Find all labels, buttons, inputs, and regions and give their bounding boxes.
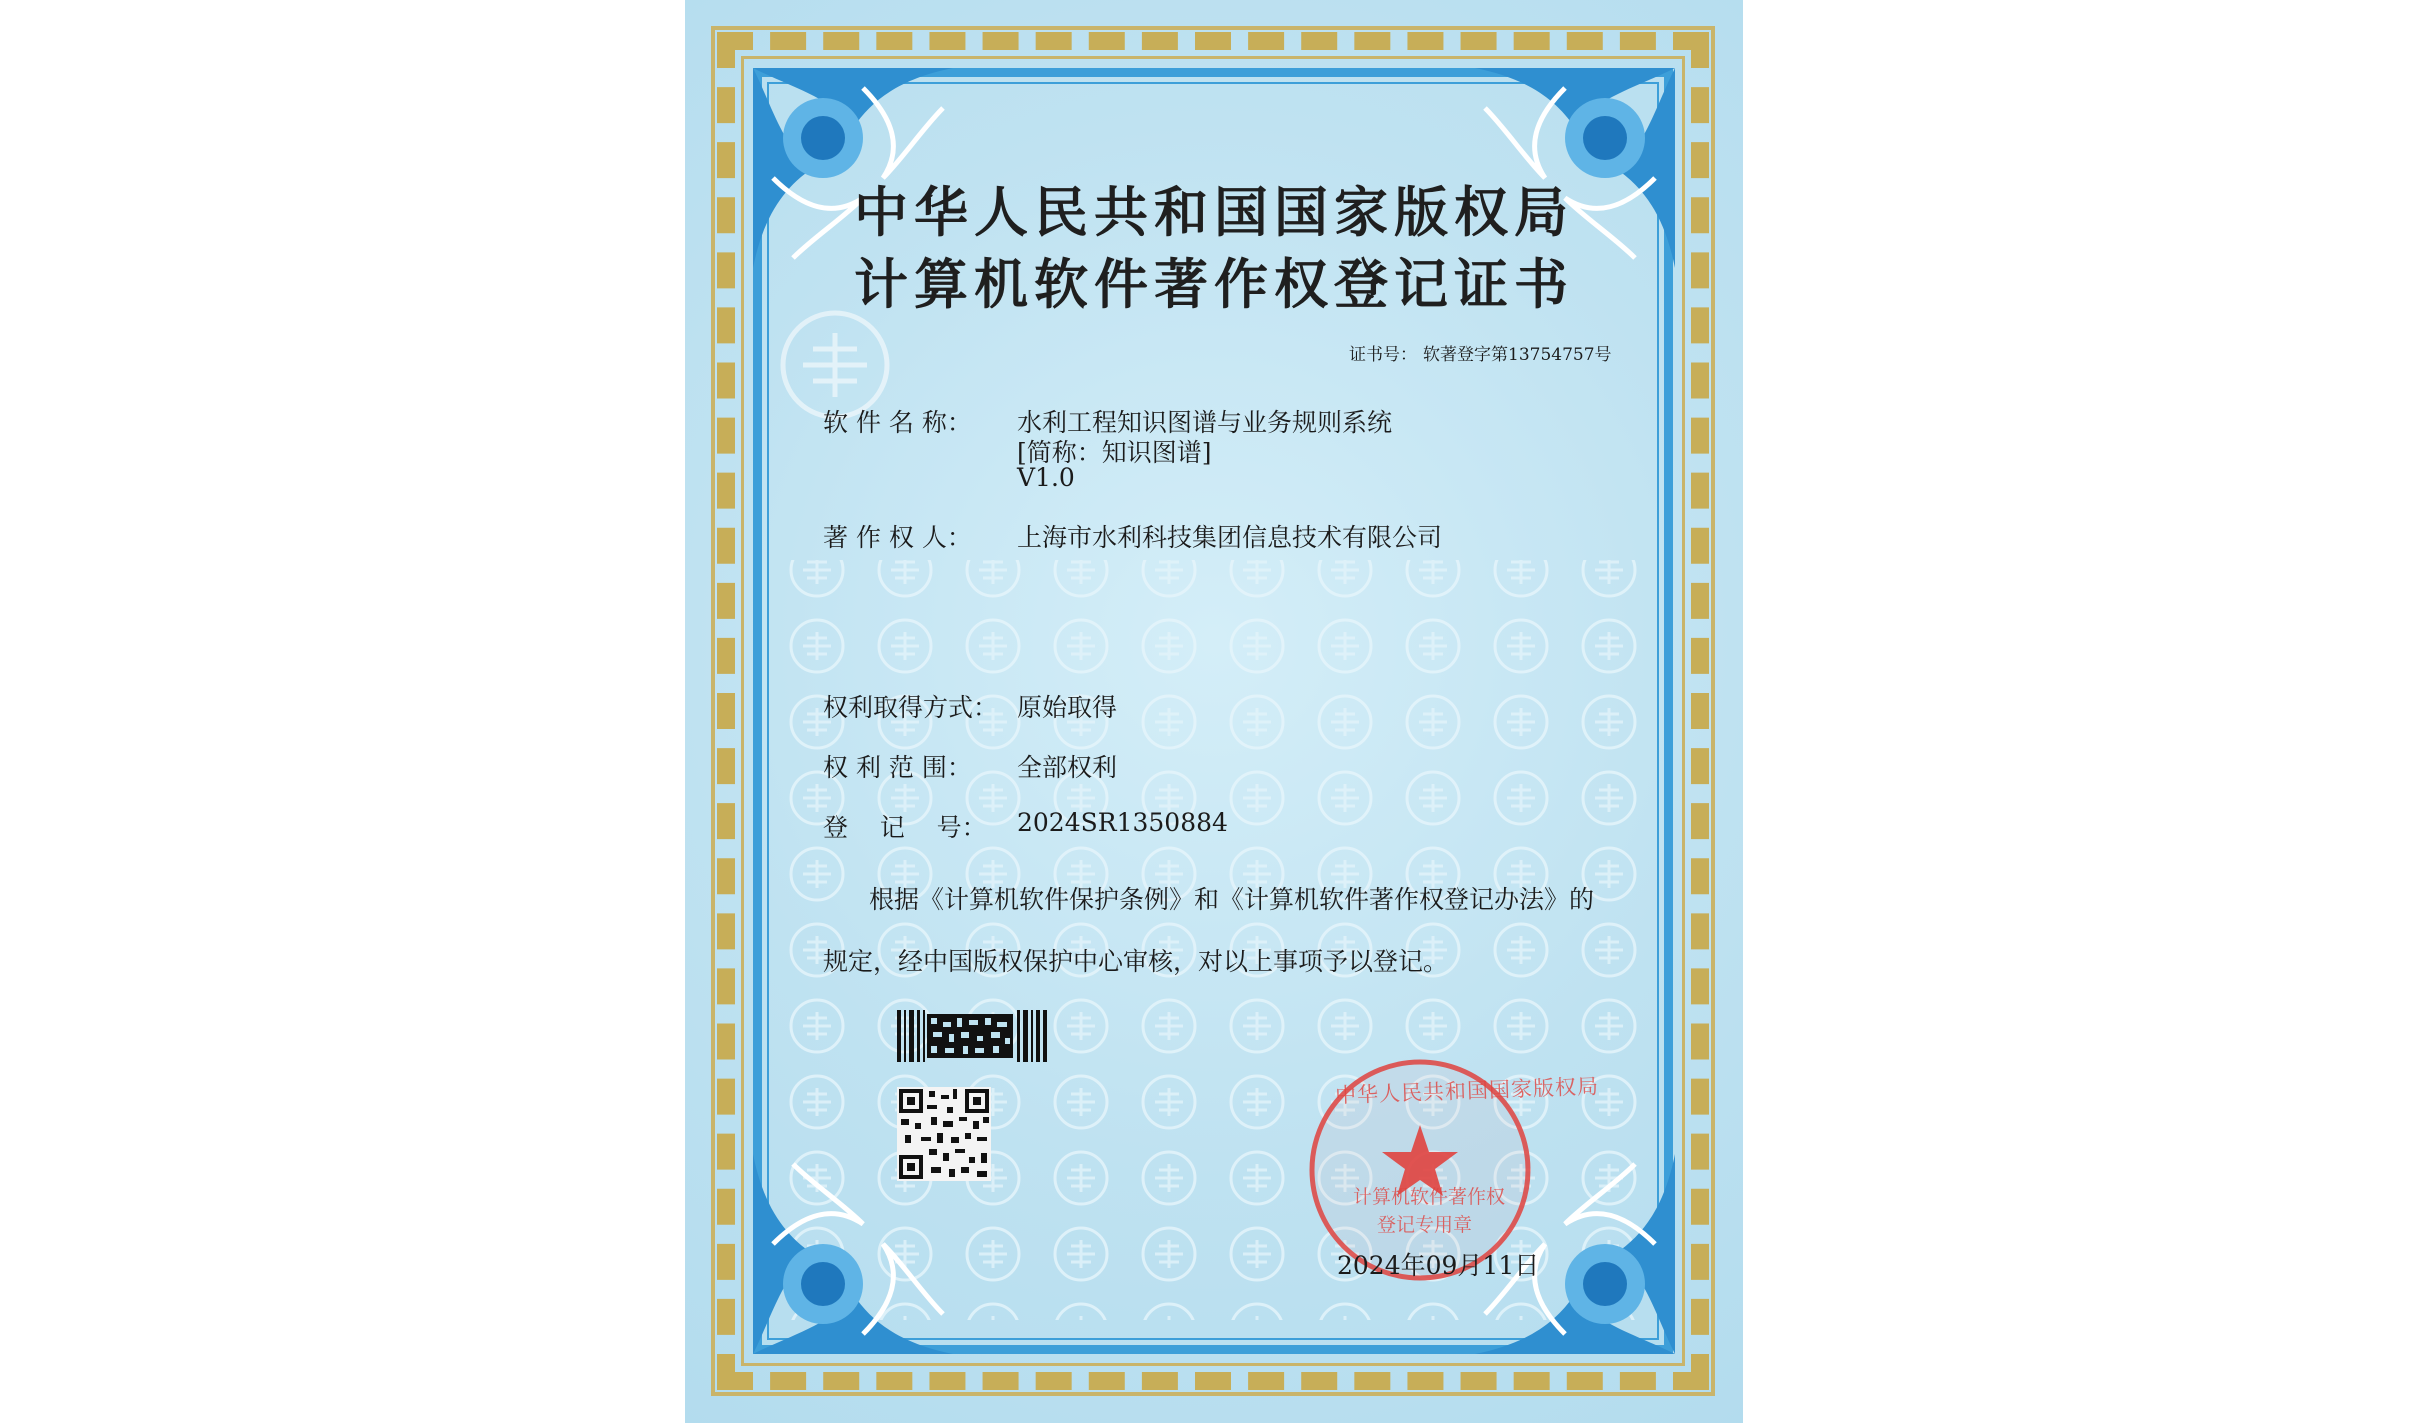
registration-number-label: 登 记 号： — [823, 813, 987, 842]
software-name-line-3: V1.0 — [1017, 463, 1075, 492]
software-name-line-2: [简称：知识图谱] — [1017, 438, 1212, 467]
owner-value: 上海市水利科技集团信息技术有限公司 — [1017, 523, 1443, 552]
corner-ornament-icon — [753, 1154, 953, 1354]
barcode-icon — [897, 1010, 1047, 1062]
seal-text-bottom: 登记专用章 — [1377, 1214, 1473, 1236]
acquire-method-value: 原始取得 — [1017, 693, 1118, 722]
body-text-line-1: 根据《计算机软件保护条例》和《计算机软件著作权登记办法》的 — [869, 885, 1595, 914]
body-text-line-2: 规定，经中国版权保护中心审核，对以上事项予以登记。 — [823, 947, 1449, 976]
rights-scope-value: 全部权利 — [1017, 753, 1118, 782]
rights-scope-label: 权 利 范 围： — [823, 753, 972, 782]
seal-text-top: 中华人民共和国国家版权局 — [1334, 1074, 1600, 1108]
registration-number-value: 2024SR1350884 — [1017, 808, 1228, 837]
title-line-1: 中华人民共和国国家版权局 — [854, 180, 1574, 244]
seal-text-middle: 计算机软件著作权 — [1353, 1186, 1506, 1208]
owner-label: 著 作 权 人： — [823, 523, 972, 552]
certificate-number-value: 软著登字第13754757号 — [1423, 345, 1612, 365]
certificate-number-label: 证书号： — [1349, 345, 1417, 365]
acquire-method-label: 权利取得方式： — [823, 693, 999, 722]
qr-code-icon — [897, 1087, 991, 1181]
software-name-label: 软 件 名 称： — [823, 408, 972, 437]
title-line-2: 计算机软件著作权登记证书 — [854, 252, 1574, 316]
software-name-line-1: 水利工程知识图谱与业务规则系统 — [1017, 408, 1393, 437]
certificate — [685, 0, 1743, 1423]
issue-date: 2024年09月11日 — [1337, 1251, 1540, 1280]
